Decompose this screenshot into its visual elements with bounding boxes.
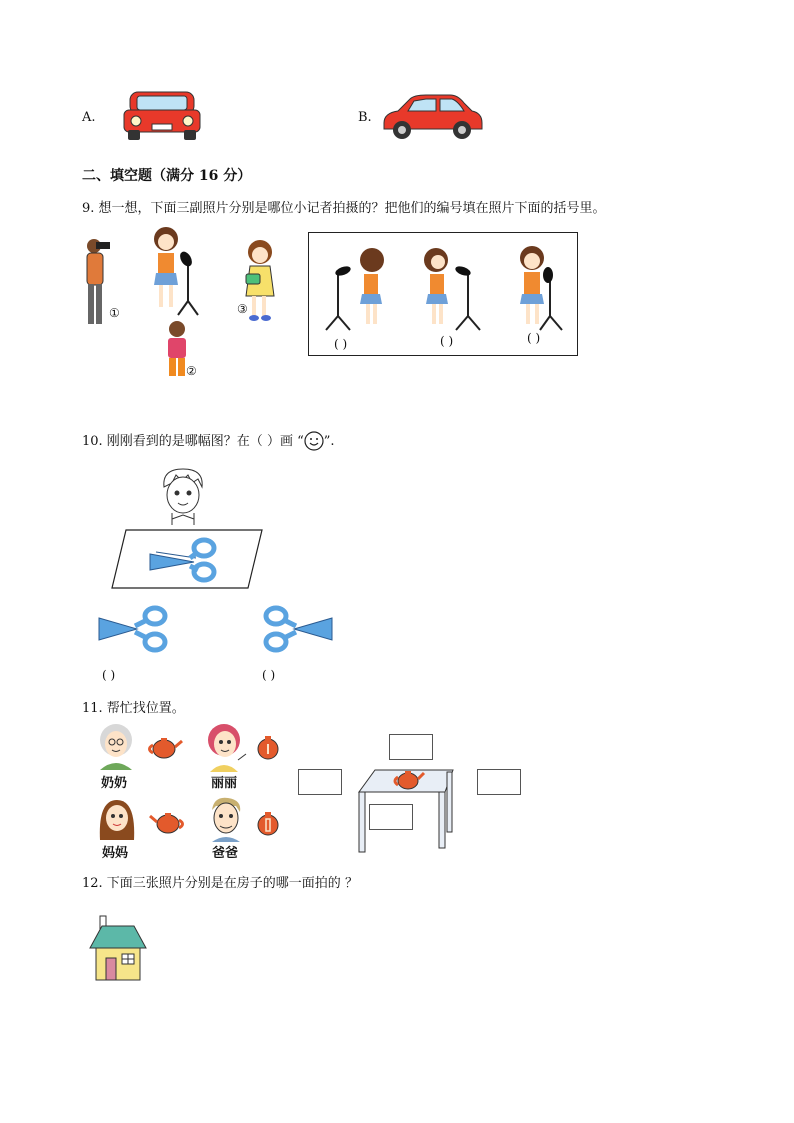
question-11-text: 11. 帮忙找位置。 xyxy=(82,701,185,716)
grandma-label: 奶奶 xyxy=(101,776,128,791)
option-a-label: A. xyxy=(82,110,96,125)
answer-box-top[interactable] xyxy=(389,734,433,760)
dad-avatar xyxy=(206,794,246,842)
girl-with-microphone-image xyxy=(148,225,204,317)
photo-2-blank[interactable]: ( ) xyxy=(440,334,454,348)
house-image xyxy=(88,914,148,982)
answer-box-left[interactable] xyxy=(298,769,342,795)
question-10-text xyxy=(82,430,335,452)
teapot-back-icon xyxy=(256,810,280,836)
teapot-side-mom-icon xyxy=(148,810,186,834)
reporter-3-number: ③ xyxy=(237,302,248,316)
teapot-front-icon xyxy=(256,734,280,760)
photo-1-blank[interactable]: ( ) xyxy=(334,337,348,351)
question-10-text-after: ”. xyxy=(323,434,335,449)
scissors-right-blank[interactable]: ( ) xyxy=(262,668,276,682)
scissors-option-right-image xyxy=(262,606,334,652)
photo-1-image xyxy=(318,244,390,332)
reporter-1-number: ① xyxy=(109,306,120,320)
option-b-label: B. xyxy=(358,110,372,125)
scissors-left-blank[interactable]: ( ) xyxy=(102,668,116,682)
answer-box-right[interactable] xyxy=(477,769,521,795)
scissors-option-left-image xyxy=(97,606,169,652)
car-side-image xyxy=(380,93,484,141)
question-12-text: 12. 下面三张照片分别是在房子的哪一面拍的 ？ xyxy=(82,876,358,891)
scissors-on-table-image xyxy=(148,538,218,582)
grandma-avatar xyxy=(96,722,136,770)
teapot-on-table-icon xyxy=(390,767,426,791)
dad-label: 爸爸 xyxy=(212,846,239,861)
car-front-image xyxy=(122,88,202,143)
section-title: 二、填空题（满分 16 分） xyxy=(82,168,252,184)
answer-box-bottom[interactable] xyxy=(369,804,413,830)
question-10-text-before: 10. 刚刚看到的是哪幅图？在（ ）画 “ xyxy=(82,434,304,449)
mom-avatar xyxy=(96,796,138,844)
lili-avatar xyxy=(204,722,248,772)
photo-3-blank[interactable]: ( ) xyxy=(527,331,541,345)
boy-head-image xyxy=(158,465,208,527)
lili-label: 丽丽 xyxy=(211,776,238,791)
teapot-side-icon xyxy=(146,735,184,759)
photo-2-image xyxy=(418,244,490,332)
question-9-text: 9. 想一想，下面三副照片分别是哪位小记者拍摄的？把他们的编号填在照片下面的括号里。 xyxy=(82,201,606,216)
photo-3-image xyxy=(510,244,570,332)
smiley-icon xyxy=(304,431,324,451)
reporter-2-number: ② xyxy=(186,364,197,378)
mom-label: 妈妈 xyxy=(102,846,129,861)
